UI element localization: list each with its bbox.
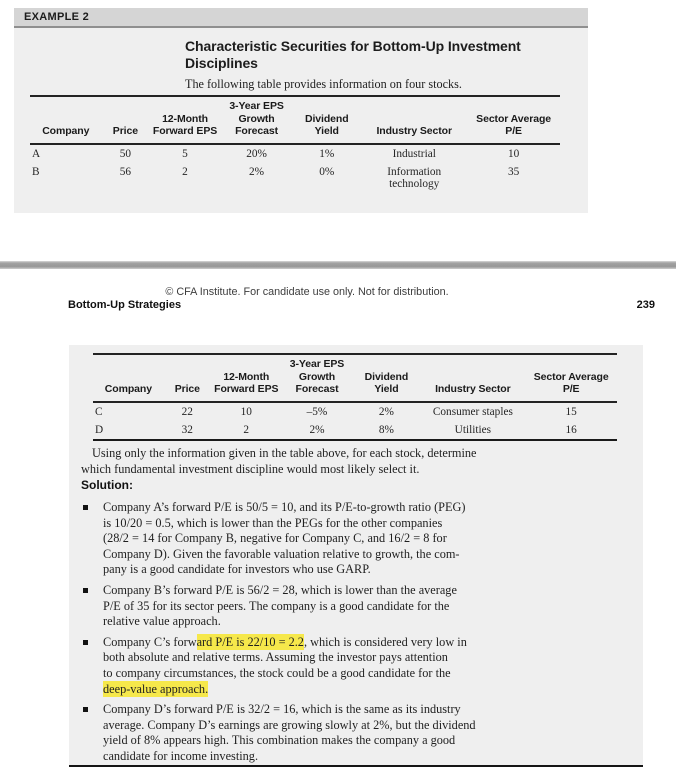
bullet-line [103,635,467,651]
example-header-bar [14,8,588,28]
table-cell: 0% [319,165,335,178]
example-label: EXAMPLE 2 [24,11,90,23]
table-row [93,402,617,421]
table-cell: 1% [319,147,335,160]
bullet-line [103,718,476,734]
table-cell: 8% [378,423,394,436]
table-cell: –5% [306,405,328,418]
header-cell: Dividend Yield [364,370,409,395]
header-cell: Sector Average P/E [476,112,552,137]
text-segment: Company A’s forward P/E is 50/5 = 10, and its P/E-to-growth ratio (PEG) [103,500,466,514]
table-cell: Information technology [387,165,442,190]
header-cell: 12-Month Forward EPS [214,370,279,395]
stocks-table-page2 [93,353,617,441]
text-segment: average. Company D’s earnings are growing slowly at 2%, but the dividend [103,717,476,732]
table-cell: A [32,147,41,160]
header-cell: Dividend Yield [305,112,349,137]
table-cell: 20% [246,147,267,160]
header-cell: Company [104,383,152,395]
bullet-line [103,666,467,682]
table-cell: Industrial [392,147,436,160]
table-header-row [30,96,560,144]
header-cell: Price [174,383,200,395]
table-header-row [93,354,617,402]
table-cell: 2 [243,423,250,436]
table-row [30,144,560,163]
table-cell: 32 [181,423,193,436]
bullet-line [103,614,457,630]
header-cell: 3-Year EPS Growth Forecast [229,100,284,137]
bullet-line [103,547,466,563]
table-cell: 2% [378,405,394,418]
exhibit-title-line2: Disciplines [185,55,258,71]
text-segment: to company circumstances, the stock could be a good candidate for the [103,665,451,680]
table-cell: 16 [565,423,577,436]
table-cell: 2 [182,165,188,178]
bullet-line [103,500,466,516]
table-row [93,421,617,440]
text-segment: Company B’s forward P/E is 56/2 = 28, which is lower than the average [103,582,457,597]
bullet-line [103,682,467,698]
running-head [68,299,655,311]
bullet-text [103,635,467,697]
bullet-line [103,516,466,532]
text-segment: Company C’s forw [103,634,197,649]
table-cell: 15 [565,405,577,418]
highlighted-text: ard P/E is 22/10 = 2.2 [196,634,304,649]
header-cell: 12-Month Forward EPS [152,112,218,137]
text-segment: pany is a good candidate for investors who use GARP. [103,562,371,577]
page-number: 239 [636,299,655,311]
page-break-bar [0,261,676,269]
question-paragraph [81,445,629,477]
text-segment: is 10/20 = 0.5, which is lower than the PEGs for the other companies [103,515,443,530]
bullet-square-icon [83,640,88,645]
bullet-line [103,650,467,666]
exhibit-title [185,38,580,72]
section-title: Bottom-Up Strategies [68,299,182,311]
table-cell: C [95,405,103,418]
table-cell: 50 [119,147,132,160]
bullet-line [103,531,466,547]
solution-bullet [83,500,631,578]
bullet-square-icon [83,707,88,712]
text-segment: Company D). Given the favorable valuation relative to growth, the com- [103,546,460,561]
bullet-square-icon [83,588,88,593]
bullet-square-icon [83,505,88,510]
question-line: which fundamental investment discipline would most likely select it. [81,462,420,476]
table-cell: 2% [249,165,265,178]
header-cell: Sector Average P/E [533,370,609,395]
text-segment: candidate for income investing. [103,748,259,763]
header-cell: Industry Sector [376,125,452,137]
header-cell: Industry Sector [435,383,511,395]
bullet-line [103,733,476,749]
bullet-line [103,599,457,615]
bullet-text [103,702,476,764]
table-cell: 56 [119,165,132,178]
bullet-line [103,749,476,765]
table-cell: Consumer staples [432,405,513,418]
highlighted-text: deep-value approach. [103,681,209,696]
table-cell: B [32,165,40,178]
text-segment: Company D’s forward P/E is 32/2 = 16, which is the same as its industry [103,702,461,717]
text-segment: yield of 8% appears high. This combination makes the company a good [103,733,456,748]
question-line: Using only the information given in the table above, for each stock, determine [92,446,477,460]
table-cell: 10 [240,405,252,418]
text-segment: (28/2 = 14 for Company B, negative for Company C, and 16/2 = 8 for [103,531,447,546]
bullet-line [103,562,466,578]
table-cell: Utilities [454,423,492,436]
bullet-line [103,583,457,599]
copyright-notice: © CFA Institute. For candidate use only. Not for distribution. [165,286,449,298]
table-cell: 5 [182,147,188,160]
solution-bullet [83,635,631,697]
text-segment: , which is considered very low in [303,634,467,649]
bullet-line [103,702,476,718]
solution-bullets [83,500,631,770]
exhibit-title-line1: Characteristic Securities for Bottom-Up Investment [185,38,521,54]
exhibit-subtitle: The following table provides information on four stocks. [185,77,462,91]
solution-bullet [83,583,631,630]
text-segment: P/E of 35 for its sector peers. The company is a good candidate for the [103,598,450,613]
table-row [30,163,560,194]
table-cell: 10 [507,147,520,160]
bullet-text [103,500,466,578]
header-cell: 3-Year EPS Growth Forecast [289,358,345,395]
table-cell: 2% [309,423,325,436]
table-cell: D [95,423,104,436]
example-box [14,8,588,213]
table-cell: 22 [181,405,193,418]
solution-box [69,345,643,767]
header-cell: Price [112,125,138,137]
text-segment: relative value approach. [103,614,221,629]
header-cell: Company [42,125,90,137]
solution-bullet [83,702,631,764]
bullet-text [103,583,457,630]
stocks-table-page1 [30,95,560,193]
text-segment: both absolute and relative terms. Assuming the investor pays attention [103,650,448,665]
table-cell: 35 [507,165,520,178]
solution-label: Solution: [81,478,133,492]
